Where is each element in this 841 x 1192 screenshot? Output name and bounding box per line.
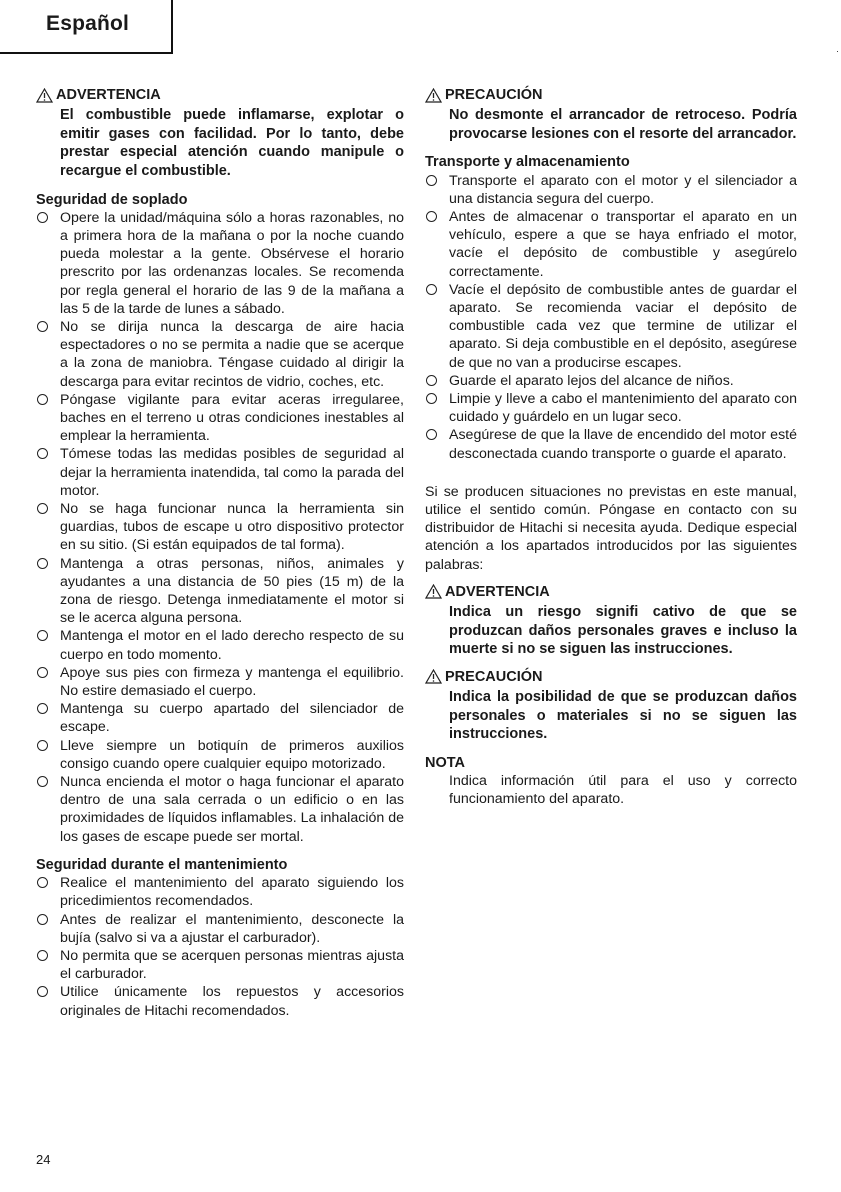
caution-heading: [425, 86, 797, 104]
def-caution-label: PRECAUCIÓN: [445, 668, 543, 685]
circle-bullet-icon: [37, 394, 48, 405]
left-column: [36, 86, 404, 1020]
corner-mark: ·: [836, 46, 839, 56]
def-warning-label: ADVERTENCIA: [445, 583, 550, 600]
maintenance-safety-list: [36, 874, 404, 1020]
circle-bullet-icon: [37, 950, 48, 961]
list-item: Mantenga el motor en el lado derecho respecto de su cuerpo en todo momento.: [36, 627, 404, 663]
circle-bullet-icon: [37, 503, 48, 514]
circle-bullet-icon: [426, 375, 437, 386]
nota-text: Indica información útil para el uso y correcto funcionamiento del aparato.: [449, 773, 797, 808]
circle-bullet-icon: [426, 211, 437, 222]
transport-storage-list: [425, 172, 797, 463]
circle-bullet-icon: [37, 703, 48, 714]
circle-bullet-icon: [37, 740, 48, 751]
list-item: Póngase vigilante para evitar aceras irregularee, baches en el terreno u otras condiciones inestables al emplear la herramienta.: [36, 391, 404, 446]
nota-label: NOTA: [425, 754, 466, 771]
warning-triangle-icon: [425, 584, 442, 599]
list-item: Transporte el aparato con el motor y el silenciador a una distancia segura del cuerpo.: [425, 172, 797, 208]
blowing-safety-list: [36, 209, 404, 846]
circle-bullet-icon: [37, 877, 48, 888]
caution-text: No desmonte el arrancador de retroceso. Podría provocarse lesiones con el resorte del arrancador.: [449, 107, 797, 142]
list-item: Nunca encienda el motor o haga funcionar el aparato dentro de una sala cerrada o un edificio o en las proximidades de líquidos inflamables. La inhalación de los gases de escape puede ser mortal.: [36, 773, 404, 846]
warning-heading: [36, 86, 404, 104]
circle-bullet-icon: [37, 630, 48, 641]
list-item: Mantenga a otras personas, niños, animales y ayudantes a una distancia de 50 pies (15 m) de la zona de riesgo. Detenga inmediatamente el motor si se le acerca alguna persona.: [36, 555, 404, 628]
circle-bullet-icon: [37, 914, 48, 925]
def-caution-heading: [425, 668, 797, 686]
list-item: Vacíe el depósito de combustible antes de guardar el aparato. Se recomienda vaciar el depósito de combustible cada vez que termine de utilizar el aparato. Si deja combustible en el depósito, asegúrese de que no van a producirse escapes.: [425, 281, 797, 372]
list-item: No se haga funcionar nunca la herramienta sin guardias, tubos de escape u otro dispositivo protector en su sitio. (Si están equipados de tal forma).: [36, 500, 404, 555]
right-column: [425, 86, 797, 808]
language-label: Español: [46, 12, 130, 35]
blowing-safety-title: Seguridad de soplado: [36, 191, 188, 208]
list-item: Lleve siempre un botiquín de primeros auxilios consigo cuando opere cualquier equipo motorizado.: [36, 737, 404, 773]
circle-bullet-icon: [37, 986, 48, 997]
circle-bullet-icon: [426, 429, 437, 440]
transport-storage-title: Transporte y almacenamiento: [425, 154, 630, 171]
def-warning-heading: [425, 583, 797, 601]
list-item: No se dirija nunca la descarga de aire hacia espectadores o no se permita a nadie que se acerque a la zona de maniobra. Téngase cuidado al dirigir la descarga para evitar recintos de vidrio, coches, etc.: [36, 318, 404, 391]
list-item: Utilice únicamente los repuestos y accesorios originales de Hitachi recomendados.: [36, 983, 404, 1019]
circle-bullet-icon: [426, 175, 437, 186]
circle-bullet-icon: [37, 667, 48, 678]
circle-bullet-icon: [37, 321, 48, 332]
warning-label: ADVERTENCIA: [56, 87, 161, 103]
warning-text: El combustible puede inflamarse, explotar o emitir gases con facilidad. Por lo tanto, debe prestar especial atención cuando manipule o recargue el combustible.: [60, 107, 404, 179]
circle-bullet-icon: [426, 393, 437, 404]
circle-bullet-icon: [37, 776, 48, 787]
list-item: Mantenga su cuerpo apartado del silenciador de escape.: [36, 700, 404, 736]
def-caution-text: Indica la posibilidad de que se produzcan daños personales o materiales si no se siguen las instrucciones.: [449, 689, 797, 743]
maintenance-safety-title: Seguridad durante el mantenimiento: [36, 856, 288, 873]
list-item: Guarde el aparato lejos del alcance de niños.: [425, 372, 797, 390]
warning-triangle-icon: [425, 669, 442, 684]
circle-bullet-icon: [426, 284, 437, 295]
list-item: Asegúrese de que la llave de encendido del motor esté desconectada cuando transporte o guarde el aparato.: [425, 426, 797, 462]
warning-triangle-icon: [425, 88, 442, 103]
page-number: 24: [36, 1152, 51, 1167]
list-item: Opere la unidad/máquina sólo a horas razonables, no a primera hora de la mañana o por la noche cuando pueda molestar a la gente. Obsérvese el horario prescrito por las ordenanzas locales. Se recomenda por regla general el horario de las 9 de la mañana a las 5 de la tarde de lunes a sábado.: [36, 209, 404, 318]
caution-label: PRECAUCIÓN: [445, 87, 543, 103]
def-warning-text: Indica un riesgo signifi cativo de que se produzcan daños personales graves e incluso la muerte si no se siguen las instrucciones.: [449, 604, 797, 658]
list-item: Antes de almacenar o transportar el aparato en un vehículo, espere a que se haya enfriado el motor, vacíe el depósito de combustible y asegúrelo correctamente.: [425, 208, 797, 281]
intro-paragraph: Si se producen situaciones no previstas en este manual, utilice el sentido común. Póngase en contacto con su distribuidor de Hitachi si necesita ayuda. Dedique especial atención a los apartados introducidos por las siguientes palabras:: [425, 483, 797, 573]
list-item: No permita que se acerquen personas mientras ajusta el carburador.: [36, 947, 404, 983]
list-item: Antes de realizar el mantenimiento, desconecte la bujía (salvo si va a ajustar el carburador).: [36, 911, 404, 947]
circle-bullet-icon: [37, 558, 48, 569]
warning-triangle-icon: [36, 88, 53, 103]
list-item: Realice el mantenimiento del aparato siguiendo los pricedimientos recomendados.: [36, 874, 404, 910]
circle-bullet-icon: [37, 212, 48, 223]
list-item: Limpie y lleve a cabo el mantenimiento del aparato con cuidado y guárdelo en un lugar seco.: [425, 390, 797, 426]
language-tab: [0, 0, 173, 54]
list-item: Apoye sus pies con firmeza y mantenga el equilibrio. No estire demasiado el cuerpo.: [36, 664, 404, 700]
list-item: Tómese todas las medidas posibles de seguridad al dejar la herramienta inatendida, tal como la parada del motor.: [36, 445, 404, 500]
circle-bullet-icon: [37, 448, 48, 459]
